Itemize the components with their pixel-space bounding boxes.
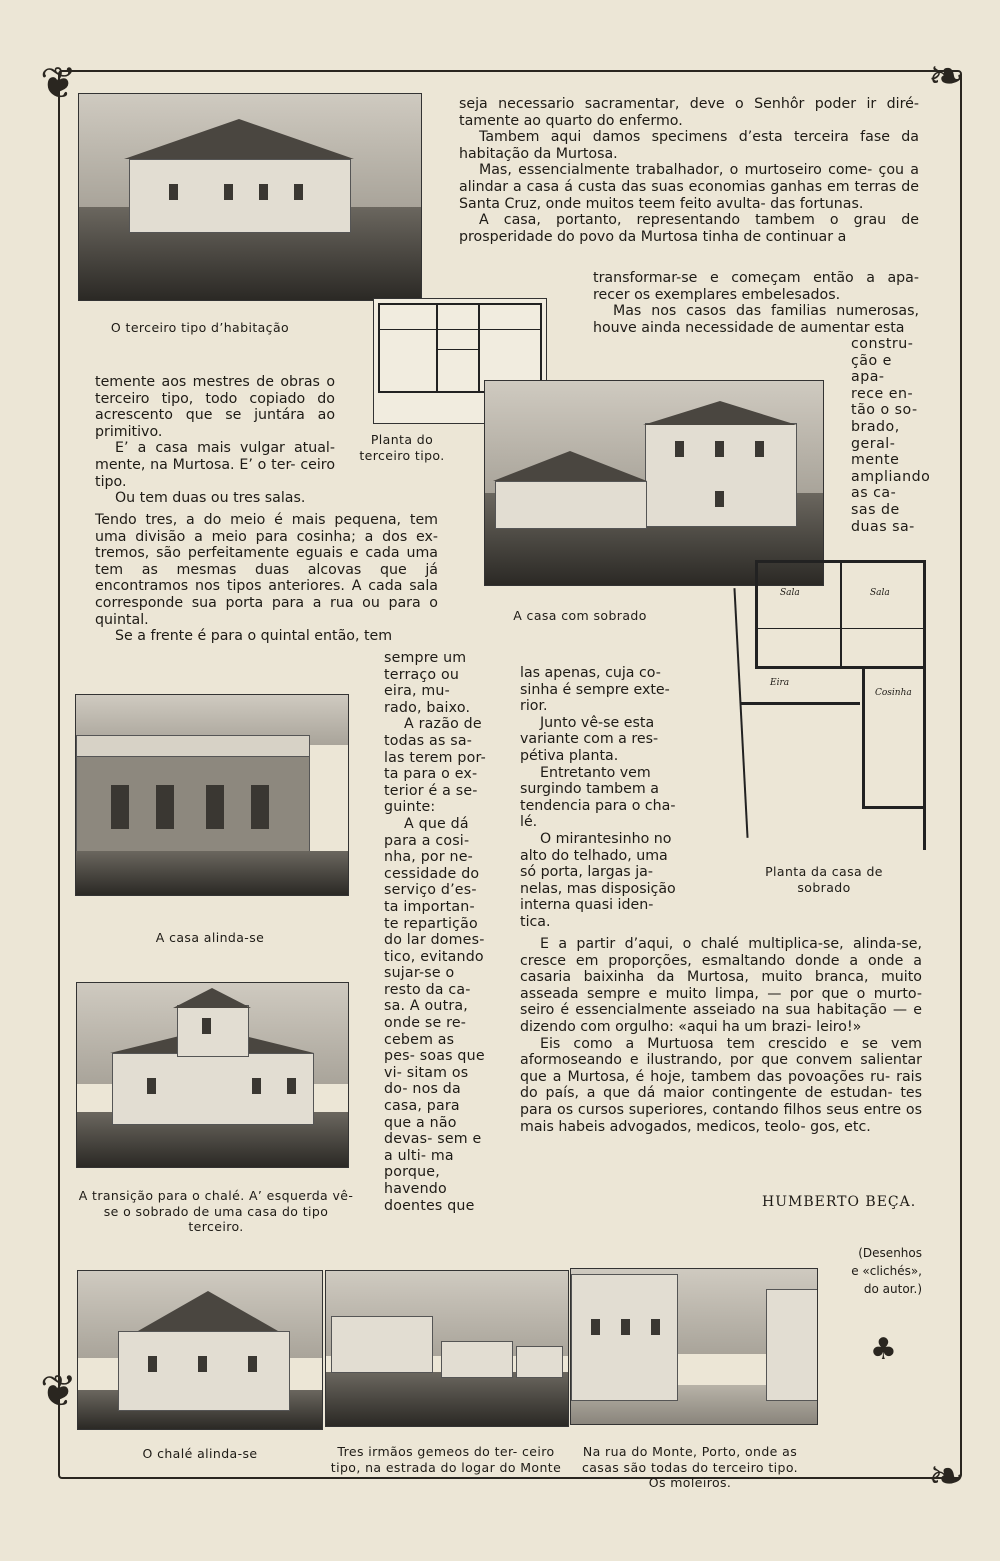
text-block-right-b (593, 270, 919, 336)
paragraph: Junto vê-se esta variante com a res- pétiva planta. (520, 714, 659, 764)
text-block-center-right (520, 665, 687, 931)
paragraph: Tambem aqui damos specimens d’esta terceira fase da habitação da Murtosa. (459, 129, 919, 162)
corner-scroll-icon: ❧ (928, 1451, 965, 1502)
caption-tres-irmaos: Tres irmãos gemeos do ter- ceiro tipo, na estrada do logar do Monte (330, 1444, 562, 1475)
caption-planta-terceiro: Planta do terceiro tipo. (359, 432, 445, 463)
paragraph: E a partir d’aqui, o chalé multiplica-se, alinda-se, cresce em proporções, esmaltando donde a onde a casaria baixinha da Murtosa, muito branca, muito asseada sempre e muito limpa, — por que o murto- seiro é essencialmente asseiado na sua habitação — e dizendo com orgulho: «aqui ha um brazi- leiro!» (520, 936, 922, 1035)
caption-planta-sobrado: Planta da casa de sobrado (765, 864, 883, 895)
paragraph: Eis como a Murtuosa tem crescido e se vem aformoseando e ilustrando, por que convem salientar que a Murtosa, é hoje, tambem das povoações ru- rais do país, a que dá maior contingente de estudan- tes para os cursos superiores, contando filhos seus entre os mais habeis advogados, medicos, teolo- gos, etc. (520, 1035, 922, 1135)
caption-transicao: A transição para o chalé. A’ esquerda vê-se o sobrado de uma casa do tipo terceiro. (78, 1188, 354, 1235)
text-block-left-b (95, 512, 438, 645)
text-block-bottom-right (520, 936, 922, 1135)
plan-label: Sala (870, 588, 890, 598)
paragraph: Tendo tres, a do meio é mais pequena, tem uma divisão a meio para cosinha; a dos ex- tremos, são perfeitamente eguais e cada uma tem as mesmas duas alcovas que já encontramos nos tipos anteriores. A cada sala corresponde sua porta para a rua ou para o quintal. (95, 512, 438, 628)
caption-casa-sobrado: A casa com sobrado (513, 608, 647, 623)
photo-rua-monte (570, 1268, 818, 1425)
corner-scroll-icon: ❦ (40, 58, 77, 109)
plan-label: Cosinha (875, 688, 912, 698)
paragraph: seja necessario sacramentar, deve o Senhôr poder ir diré- tamente ao quarto do enfermo. (459, 96, 919, 129)
corner-scroll-icon: ❦ (40, 1366, 77, 1417)
photo-chale-alinda (77, 1270, 323, 1430)
paragraph: Ou tem duas ou tres salas. (115, 490, 306, 507)
photo-casa-sobrado (484, 380, 824, 586)
paragraph: A que dá para a cosi- nha, por ne- cessidade do serviço d’es- ta importan- te repartição do lar domes- tico, evitando sujar-se o resto da ca- sa. A outra, onde se re- cebem as pes- soas que vi- sitam os do- nos da casa, para que a não devas- sem e a ulti- ma porque, havendo doentes que (384, 815, 485, 1214)
paragraph: Entretanto vem surgindo tambem a tendencia para o cha- lé. (520, 764, 676, 831)
photo-casa-alinda (75, 694, 349, 896)
author-signature: HUMBERTO BEÇA. (762, 1194, 917, 1210)
text-block-narrow-center (384, 650, 489, 1214)
paragraph: transformar-se e começam então a apa- recer os exemplares embelesados. (593, 270, 919, 303)
paragraph: sempre um terraço ou eira, mu- rado, baixo. (384, 650, 471, 716)
paragraph: E’ a casa mais vulgar atual- mente, na Murtosa. E’ o ter- ceiro tipo. (95, 440, 335, 490)
text-block-left-a (95, 374, 335, 507)
photo-terceiro-tipo (78, 93, 422, 301)
credit-line: e «clichés», (851, 1264, 922, 1278)
caption-casa-alinda: A casa alinda-se (155, 930, 265, 945)
floor-plan-sobrado (740, 558, 934, 848)
plan-label: Sala (780, 588, 800, 598)
paragraph: A casa, portanto, representando tambem o grau de prosperidade do povo da Murtosa tinha de continuar a (459, 212, 919, 245)
paragraph: las apenas, cuja co- sinha é sempre exte- rior. (520, 665, 670, 715)
photo-tres-irmaos (325, 1270, 569, 1427)
caption-rua-monte: Na rua do Monte, Porto, onde as casas são todas do terceiro tipo. Os moleiros. (581, 1444, 799, 1491)
paragraph: Se a frente é para o quintal então, tem (115, 628, 393, 645)
photo-transicao-chale (76, 982, 349, 1168)
paragraph: Mas, essencialmente trabalhador, o murtoseiro come- çou a alindar a casa á custa das suas economias ganhas em terras de Santa Cruz, onde muitos teem feito avulta- das fortunas. (459, 162, 919, 212)
corner-scroll-icon: ❧ (928, 51, 965, 102)
caption-chale-alinda: O chalé alinda-se (142, 1446, 258, 1461)
paragraph: Mas nos casos das familias numerosas, houve ainda necessidade de aumentar esta (593, 303, 919, 336)
fleuron-icon: ♣ (870, 1332, 897, 1367)
paragraph: O mirantesinho no alto do telhado, uma só porta, largas ja- nelas, mas disposição interna quasi iden- tica. (520, 830, 676, 930)
text-block-right-top (459, 96, 919, 245)
credit-note (822, 1244, 922, 1298)
credit-line: do autor.) (863, 1282, 922, 1296)
credit-line: (Desenhos (858, 1246, 922, 1260)
plan-label: Eira (770, 678, 790, 688)
paragraph: A razão de todas as sa- las terem por- ta para o ex- terior é a se- guinte: (384, 716, 486, 816)
paragraph: temente aos mestres de obras o terceiro tipo, todo copiado do acrescento que se juntára ao primitivo. (95, 374, 335, 440)
caption-terceiro-tipo: O terceiro tipo d’habitação (110, 320, 290, 335)
text-block-right-narrow: constru- ção e apa- rece en- tão o so- brado, geral- mente ampliando as ca- sas de duas sa- (851, 336, 931, 535)
